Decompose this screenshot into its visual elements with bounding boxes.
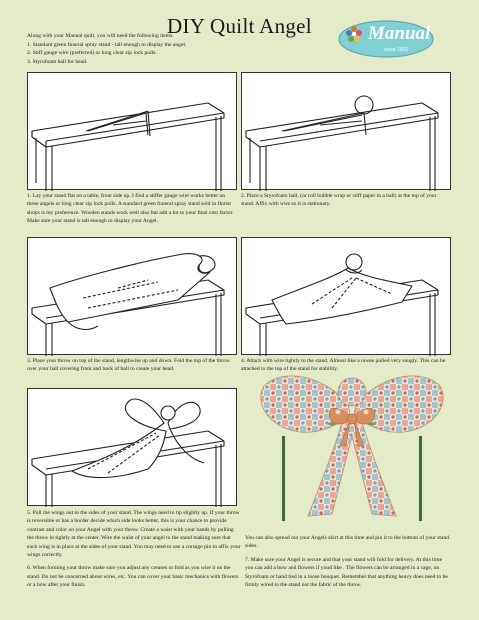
intro-block [27, 32, 327, 66]
step-6-caption: 6. When forming your throw make sure you adjust any creases or fold as you wire it on the stand. Do not be concerned about wires, etc. You can cover your basic mechanics with flowers or a bow after your finish. [27, 565, 239, 589]
step-4-illustration [241, 237, 451, 355]
step-5-6-captions [27, 509, 241, 590]
step-7-caption: 7. Make sure your Angel is secure and that your stand will fold for delivery. At this time you can add a bow and flowers if youd like . The flowers can be arranged in a cage, on Styrofoam or hand tied in a loose bouquet. Remember that anything heavy does need to be firmly wired to the stand not the fabric of the throw. [245, 556, 448, 589]
step-1-illustration [27, 72, 237, 190]
step-1-caption: 1. Lay your stand flat on a table, front side up. I find a stiffer gauge wire works better on these angels or long clear zip lock pulls. A standard green funeral spray stand sold in florist shops is my preference. Wooden stands work well also but add a lot to your final cost factor. Make sure your stand is tall enough to display your Angel. [27, 193, 234, 225]
step-2-caption: 2. Place a Styrofoam ball, (or roll bubble wrap or stiff paper in a ball) at the top of your stand. Affix with wire so it is stationary. [241, 193, 437, 208]
intro-item: 2. Stiff gauge wire (preferred) or long clear zip lock pulls. [27, 50, 157, 57]
step-4-caption: 4. Attach with wire tightly to the stand. Almost like a noose pulled very snugly. This can be attached to the top of the stand for stability. [241, 358, 446, 373]
step-3-illustration [27, 237, 237, 355]
finished-angel-photo [252, 366, 452, 526]
throw-on-stand-icon [28, 238, 238, 356]
brand-logo [334, 18, 434, 60]
page-title: DIY Quilt Angel [167, 14, 312, 38]
skirt-note: You can also spread out your Angels skirt at this time and pin it to the bottom of your stand sides. [245, 535, 450, 550]
wings-on-stand-icon [28, 389, 238, 507]
stand-with-ball-icon [242, 73, 452, 191]
intro-item: 1. Standard green funeral spray stand - tall enough to display the angel. [27, 41, 187, 48]
logo-brand-text: Manual [368, 23, 431, 44]
wired-head-icon [242, 238, 452, 356]
step-5-caption: 5. Pull the wings out to the sides of your stand. The wings need to tip slightly up. If your throw is reversible or has a border decide which side looks better, this is your chance to provide contrast and color on your Angel with your throw. Create a waist with your hands by pulling the throw in tightly at the center. Wire the waist of your angel to the stand making sure that each wing is in place at the sides of your stand. You may need to use a corsage pin to affix your wings correctly. [27, 510, 241, 559]
step-5-illustration [27, 388, 237, 506]
quilt-angel-icon [252, 366, 452, 526]
step-2-illustration [241, 72, 451, 190]
table-stand-icon [28, 73, 238, 191]
right-notes [245, 534, 451, 589]
intro-lead: Along with your Manual quilt, you will need the following items. [27, 33, 174, 39]
intro-item: 3. Styrofoam ball for head. [27, 58, 88, 65]
logo-tagline: since 1921 [384, 47, 409, 53]
step-3-caption: 3. Place your throw on top of the stand, lengthwise up and down. Fold the top of the throw over your ball covering front and back of ball to create your head. [27, 358, 230, 373]
